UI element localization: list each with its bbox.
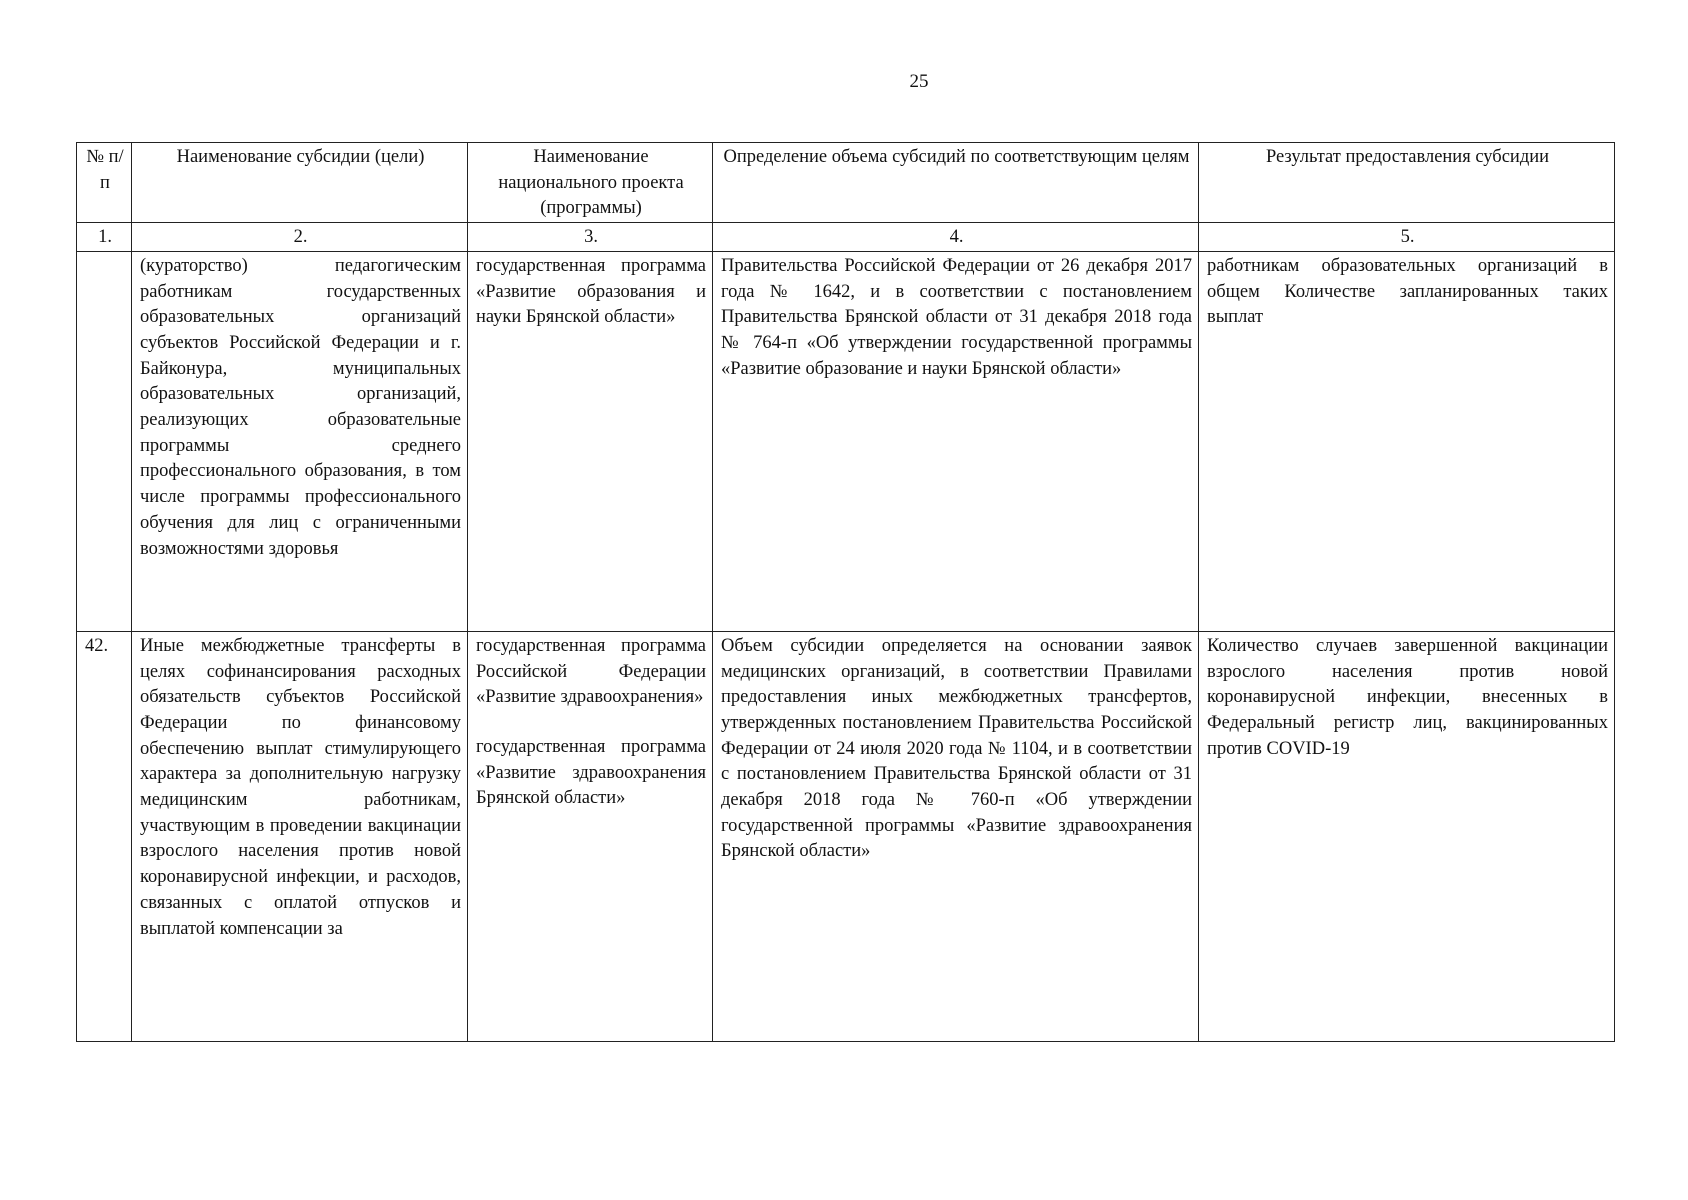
subsidy-table (76, 142, 1615, 1042)
project-entry: государственная программа «Развитие здравоохранения Брянской области» (476, 736, 706, 809)
column-number: 2. (132, 223, 468, 252)
column-number: 3. (468, 223, 713, 252)
row-number: 42. (77, 631, 132, 1041)
header-national-project: Наименование национального проекта (программы) (468, 143, 713, 223)
column-number: 5. (1199, 223, 1615, 252)
column-number: 1. (77, 223, 132, 252)
project-entry: государственная программа Российской Федерации «Развитие здравоохранения» (476, 635, 706, 708)
header-result: Результат предоставления субсидии (1199, 143, 1615, 223)
table-row (77, 631, 1615, 1041)
project-entry: государственная программа «Развитие образования и науки Брянской области» (476, 255, 706, 328)
table-row (77, 251, 1615, 631)
volume-definition: Объем субсидии определяется на основании заявок медицинских организаций, в соответствии Правилами предоставления иных межбюджетных трансфертов, утвержденных постановлением Правительства Российской Федерации от 24 июля 2020 года № 1104, и в соответствии с постановлением Правительства Брянской области от 31 декабря 2018 года № 760-п «Об утверждении государственной программы «Развитие здравоохранения Брянской области» (713, 631, 1199, 1041)
national-project (468, 251, 713, 631)
column-number: 4. (713, 223, 1199, 252)
subsidy-purpose: (кураторство) педагогическим работникам государственных образовательных организаций субъектов Российской Федерации и г. Байконура, муниципальных образовательных организаций, реализующих образовательные программы среднего профессионального образования, в том числе программы профессионального обучения для лиц с ограниченными возможностями здоровья (132, 251, 468, 631)
volume-definition: Правительства Российской Федерации от 26 декабря 2017 года № 1642, и в соответствии с постановлением Правительства Брянской области от 31 декабря 2018 года № 764-п «Об утверждении государственной программы «Развитие образование и науки Брянской области» (713, 251, 1199, 631)
header-subsidy-name: Наименование субсидии (цели) (132, 143, 468, 223)
header-number: № п/п (77, 143, 132, 223)
page-number: 25 (909, 71, 929, 92)
table-header-row (77, 143, 1615, 223)
subsidy-result: Количество случаев завершенной вакцинации взрослого населения против новой коронавирусной инфекции, внесенных в Федеральный регистр лиц, вакцинированных против COVID-19 (1199, 631, 1615, 1041)
national-project (468, 631, 713, 1041)
subsidy-result: работникам образовательных организаций в общем Количестве запланированных таких выплат (1199, 251, 1615, 631)
row-number (77, 251, 132, 631)
column-number-row (77, 223, 1615, 252)
subsidy-purpose: Иные межбюджетные трансферты в целях софинансирования расходных обязательств субъектов Российской Федерации по финансовому обеспечению выплат стимулирующего характера за дополнительную нагрузку медицинским работникам, участвующим в проведении вакцинации взрослого населения против новой коронавирусной инфекции, и расходов, связанных с оплатой отпусков и выплатой компенсации за (132, 631, 468, 1041)
header-volume-definition: Определение объема субсидий по соответствующим целям (713, 143, 1199, 223)
